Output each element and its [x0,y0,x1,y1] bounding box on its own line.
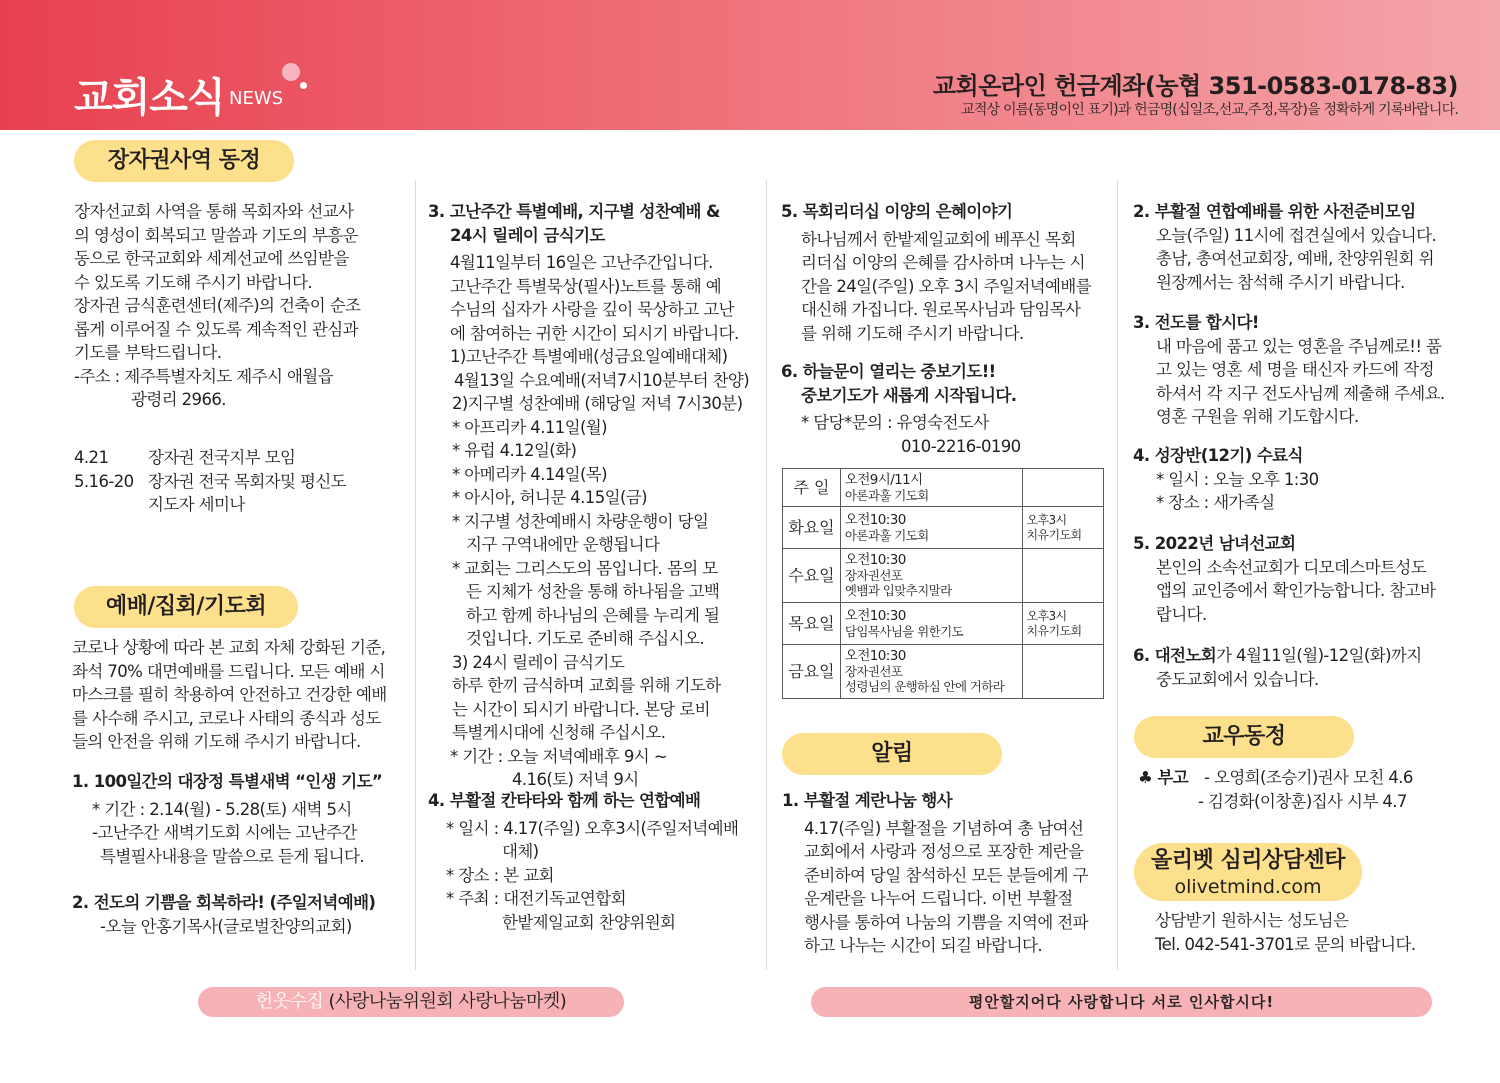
text-line: 고난주간 특별묵상(필사)노트를 통해 예 [450,276,722,296]
text-line: Tel. 042-541-3701로 문의 바랍니다. [1155,934,1416,954]
item-3-holy-week [428,200,758,792]
table-row [783,603,1104,645]
banner-text: (사랑나눔위원회 사랑나눔마켓) [323,991,567,1012]
text-line: 대체) [502,842,539,861]
counseling-center-pill [1134,843,1362,901]
text-line: 하고 나누는 시간이 되길 바랍니다. [804,936,1042,955]
text-line: 4.16(토) 저녁 9시 [512,770,639,789]
counseling-center-url: olivetmind.com [1174,876,1322,898]
text-line: * 장소 : 새가족실 [1156,493,1275,512]
table-cell-day: 화요일 [783,507,841,549]
worship-item-2 [72,891,407,938]
text-line: * 장소 : 본 교회 [446,865,554,885]
col4-item-6 [1133,644,1473,691]
text-line: * 기간 : 오늘 저녁예배후 9시 ~ [450,746,667,766]
table-cell-extra-1: 오후3시 [1026,512,1067,527]
online-offering-account: 교회온라인 헌금계좌(농협 351-0583-0178-83) [932,72,1458,100]
text-line: 3) 24시 릴레이 금식기도 [452,652,625,672]
table-cell-extra [1022,645,1103,699]
text-line: 중도교회에서 있습니다. [1156,669,1319,689]
table-cell-main [840,469,1022,507]
text-line: 본인의 소속선교회가 디모데스마트성도 [1156,557,1427,577]
table-cell-desc: 아론과훌 기도회 [844,527,929,543]
section-pill-worship: 예배/집회/기도회 [74,586,298,628]
text-line: * 지구별 성찬예배시 차량운행이 당일 [452,511,709,531]
item-5-leadership [781,200,1111,345]
notice-1-egg-sharing [782,789,1112,958]
text-line: 간을 24일(주일) 오후 3시 주일저녁예배를 [801,276,1092,296]
item-title: 24시 릴레이 금식기도 [450,225,605,245]
table-cell-extra-1: 오후3시 [1026,608,1067,623]
text-line: * 일시 : 4.17(주일) 오후3시(주일저녁예배 [446,818,739,838]
text-line: 앱의 교인증에서 확인가능합니다. 참고바 [1156,581,1436,600]
col4-item-3 [1133,311,1473,429]
account-note: 교적상 이름(동명이인 표기)과 헌금명(십일조,선교,주정,목장)을 정확하게 기록바랍니다. [961,102,1458,118]
text-line: 동으로 한국교회와 세계선교에 쓰임받을 [74,249,349,268]
column-divider [766,180,767,970]
table-cell-main [840,603,1022,645]
text-line: - 오영희(조승기)권사 모친 4.6 [1204,768,1413,787]
item-body [1133,335,1473,429]
page-title: 교회소식 [74,75,225,121]
text-line: 준비하여 당일 참석하신 모든 분들에게 구 [804,865,1088,885]
text-line: 하나님께서 한밭제일교회에 베푸신 목회 [801,229,1076,249]
decor-dot-small-icon [300,82,307,89]
item-title: 2. 부활절 연합예배를 위한 사전준비모임 [1133,202,1416,221]
table-cell-main [840,645,1022,699]
text-line: 리더십 이양의 은혜를 감사하며 나누는 시 [801,253,1085,272]
text-line: 고 있는 영혼 세 명을 태신자 카드에 작정 [1156,360,1434,379]
text-line: - 김경화(이창훈)집사 시부 4.7 [1198,791,1407,811]
text-line: * 기간 : 2.14(월) - 5.28(토) 새벽 5시 [92,799,352,819]
clothing-collection-banner [198,987,624,1017]
item-body [1133,468,1473,515]
item-title-rest: 가 4월11일(월)-12일(화)까지 [1216,646,1422,665]
text-line: * 주최 : 대전기독교연합회 [446,889,626,908]
table-cell-day: 목요일 [783,603,841,645]
table-cell-day: 금요일 [783,645,841,699]
text-line: 의 영성이 회복되고 말씀과 기도의 부흥운 [74,225,358,245]
text-line: 1)고난주간 특별예배(성금요일예배대체) [450,347,728,366]
prayer-schedule-table [782,468,1104,699]
text-line: 행사를 통하여 나눔의 기쁨을 지역에 전파 [804,912,1088,932]
text-line: 대신해 가집니다. 원로목사님과 담임목사 [801,300,1081,319]
text-line: 든 지체가 성찬을 통해 하나됨을 고백 [466,582,720,601]
text-line: 내 마음에 품고 있는 영혼을 주님께로!! 품 [1156,336,1442,356]
text-line: 광령리 2966. [131,390,226,409]
text-line: 2)지구별 성찬예배 (해당일 저녁 7시30분) [452,394,743,413]
counseling-center-info [1155,909,1475,956]
table-cell-main [840,549,1022,603]
table-cell-extra [1022,603,1103,645]
text-line: 좌석 70% 대면예배를 드립니다. 모든 예배 시 [72,661,385,681]
item-title: 1. 부활절 계란나눔 행사 [782,791,953,810]
item-title: 4. 성장반(12기) 수료식 [1133,446,1303,465]
text-line: 하루 한끼 금식하며 교회를 위해 기도하 [452,676,721,695]
table-cell-desc: 아론과훌 기도회 [844,487,929,503]
item-body [428,817,758,935]
worship-item-1 [72,770,407,868]
table-cell-extra [1022,549,1103,603]
item-body [781,228,1111,346]
table-cell-extra [1022,469,1103,507]
item-title: 1. 100일간의 대장정 특별새벽 “인생 기도” [72,772,383,791]
table-cell-day: 주 일 [783,469,841,507]
text-line: 장자선교회 사역을 통해 목회자와 선교사 [74,202,354,221]
table-row [783,645,1104,699]
funeral-notice-label: ♣ 부고 [1138,768,1189,787]
news-label: NEWS [229,88,284,109]
mission-schedule [74,446,404,517]
text-line: -오늘 안홍기목사(글로벌찬양의교회) [100,916,352,936]
text-line: 는 시간이 되시기 바랍니다. 본당 로비 [452,699,710,719]
text-line: * 아프리카 4.11일(월) [452,417,607,437]
item-body [1133,556,1473,627]
schedule-date: 5.16-20 [74,471,134,491]
section-pill-notice: 알림 [782,733,1002,775]
text-line: 에 참여하는 귀한 시간이 되시기 바랍니다. [450,323,739,343]
banner-highlight: 헌옷수집 [255,991,324,1012]
item-6-intercession [781,360,1111,458]
text-line: 오늘(주일) 11시에 접견실에서 있습니다. [1156,225,1437,245]
text-line: 들의 안전을 위해 기도해 주시기 바랍니다. [72,732,361,751]
mission-text [74,200,404,412]
col4-item-4 [1133,444,1473,515]
item-title: 5. 목회리더십 이양의 은혜이야기 [781,202,1013,221]
table-cell-desc: 장자권선포 [844,664,903,679]
text-line: 수 있도록 기도해 주시기 바랍니다. [74,272,312,292]
table-cell-time: 오전10:30 [844,607,906,624]
table-cell-day: 수요일 [783,549,841,603]
table-cell-time: 오전10:30 [844,648,906,664]
schedule-text: 장자권 전국 목회자및 평신도 [148,471,347,491]
item-title: 2. 전도의 기쁨을 회복하라! (주일저녁예배) [72,893,376,912]
schedule-text: 지도자 세미나 [148,495,245,514]
text-line: 기도를 부탁드립니다. [74,343,222,362]
text-line: 운계란을 나누어 드립니다. 이번 부활절 [804,889,1073,908]
item-title: 5. 2022년 남녀선교회 [1133,534,1296,553]
item-title: 3. 전도를 합시다! [1133,313,1259,332]
text-line: 총남, 총여선교회장, 예배, 찬양위원회 위 [1156,249,1434,268]
item-title: 4. 부활절 칸타타와 함께 하는 연합예배 [428,791,701,810]
text-line: 교회에서 사랑과 정성으로 포장한 계란을 [804,842,1084,861]
text-line: 4.17(주일) 부활절을 기념하여 총 남여선 [804,818,1084,838]
schedule-date: 4.21 [74,448,109,467]
text-line: * 유럽 4.12일(화) [452,441,577,460]
text-line: 특별필사내용을 말씀으로 듣게 됩니다. [100,846,365,866]
text-line: -고난주간 새벽기도회 시에는 고난주간 [92,823,357,842]
table-cell-extra [1022,507,1103,549]
table-cell-desc-2: 옛뱀과 입맞추지말라 [844,583,952,598]
item-body [428,251,758,792]
table-row [783,549,1104,603]
text-line: 4월13일 수요예배(저녁7시10분부터 찬양) [454,370,750,390]
table-cell-main [840,507,1022,549]
text-line: 하셔서 각 지구 전도사님께 제출해 주세요. [1156,383,1445,403]
schedule-row [74,470,404,494]
text-line: 를 사수해 주시고, 코로나 사태의 종식과 성도 [72,708,381,728]
text-line [1138,766,1478,790]
text-line: 랍니다. [1156,604,1207,624]
text-line: 영혼 구원을 위해 기도합시다. [1156,407,1359,426]
text-line: 010-2216-0190 [901,436,1021,456]
text-line: -주소 : 제주특별자치도 제주시 애월읍 [74,366,333,386]
table-row [783,507,1104,549]
counseling-center-title: 올리벳 심리상담센타 [1151,848,1345,873]
item-body [782,817,1112,958]
text-line: 수님의 십자가 사랑을 깊이 묵상하고 고난 [450,300,734,319]
item-title: 중보기도가 새롭게 시작됩니다. [801,385,1017,405]
schedule-row [74,446,404,470]
text-line: 한밭제일교회 찬양위원회 [502,912,676,932]
section-pill-members: 교우동정 [1134,716,1354,758]
section-pill-mission: 장자권사역 동정 [74,140,294,182]
worship-text [72,636,407,754]
text-line: 상담받기 원하시는 성도님은 [1155,911,1349,930]
text-line: 지구 구역내에만 운행됩니다 [466,535,660,554]
text-line: 하고 함께 하나님의 은혜를 누리게 될 [466,605,720,625]
text-line: 롭게 이루어질 수 있도록 계속적인 관심과 [74,319,358,339]
text-line: 특별게시대에 신청해 주십시오. [452,723,666,742]
table-cell-time: 오전9시/11시 [844,471,923,488]
greeting-banner: 평안할지어다 사랑합니다 서로 인사합시다! [811,987,1432,1017]
text-line: 마스크를 필히 착용하여 안전하고 건강한 예배 [72,685,387,704]
table-cell-time: 오전10:30 [844,511,906,528]
text-line: 것입니다. 기도로 준비해 주십시오. [466,629,704,648]
column-divider [415,180,416,970]
item-4-easter-cantata [428,789,758,934]
decor-dot-icon [282,63,300,81]
table-cell-desc: 담임목사님을 위한기도 [844,623,964,639]
table-cell-extra-2: 치유기도회 [1026,623,1082,638]
item-title-bold: 6. 대전노회 [1133,646,1217,665]
table-cell-desc-2: 성령님의 운행하심 안에 거하라 [844,679,1005,694]
schedule-row [74,493,404,517]
header-banner [0,0,1500,130]
col4-item-2 [1133,200,1473,294]
text-line: * 교회는 그리스도의 몸입니다. 몸의 모 [452,558,718,578]
text-line: * 아시아, 허니문 4.15일(금) [452,488,647,507]
text-line: 4월11일부터 16일은 고난주간입니다. [450,253,713,272]
text-line: 를 위해 기도해 주시기 바랍니다. [801,323,1024,343]
text-line: * 일시 : 오늘 오후 1:30 [1156,469,1319,489]
schedule-text: 장자권 전국지부 모임 [148,448,296,467]
text-line: 장자권 금식훈련센터(제주)의 건축이 순조 [74,296,361,315]
table-cell-desc: 장자권선포 [844,568,903,583]
text-line: 원장께서는 참석해 주시기 바랍니다. [1156,272,1405,292]
item-title [1133,644,1473,668]
text-line: * 담당*문의 : 유영숙전도사 [801,413,989,432]
members-news [1138,766,1478,813]
col4-item-5 [1133,532,1473,626]
table-cell-extra-2: 치유기도회 [1026,527,1082,542]
text-line: 코로나 상황에 따라 본 교회 자체 강화된 기준, [72,638,386,657]
item-title: 3. 고난주간 특별예배, 지구별 성찬예배 & [428,202,720,221]
text-line: * 아메리카 4.14일(목) [452,464,607,484]
column-divider [1117,180,1118,970]
table-row [783,469,1104,507]
item-body [1133,224,1473,295]
item-title: 6. 하늘문이 열리는 중보기도!! [781,362,996,381]
table-cell-time: 오전10:30 [844,552,906,568]
